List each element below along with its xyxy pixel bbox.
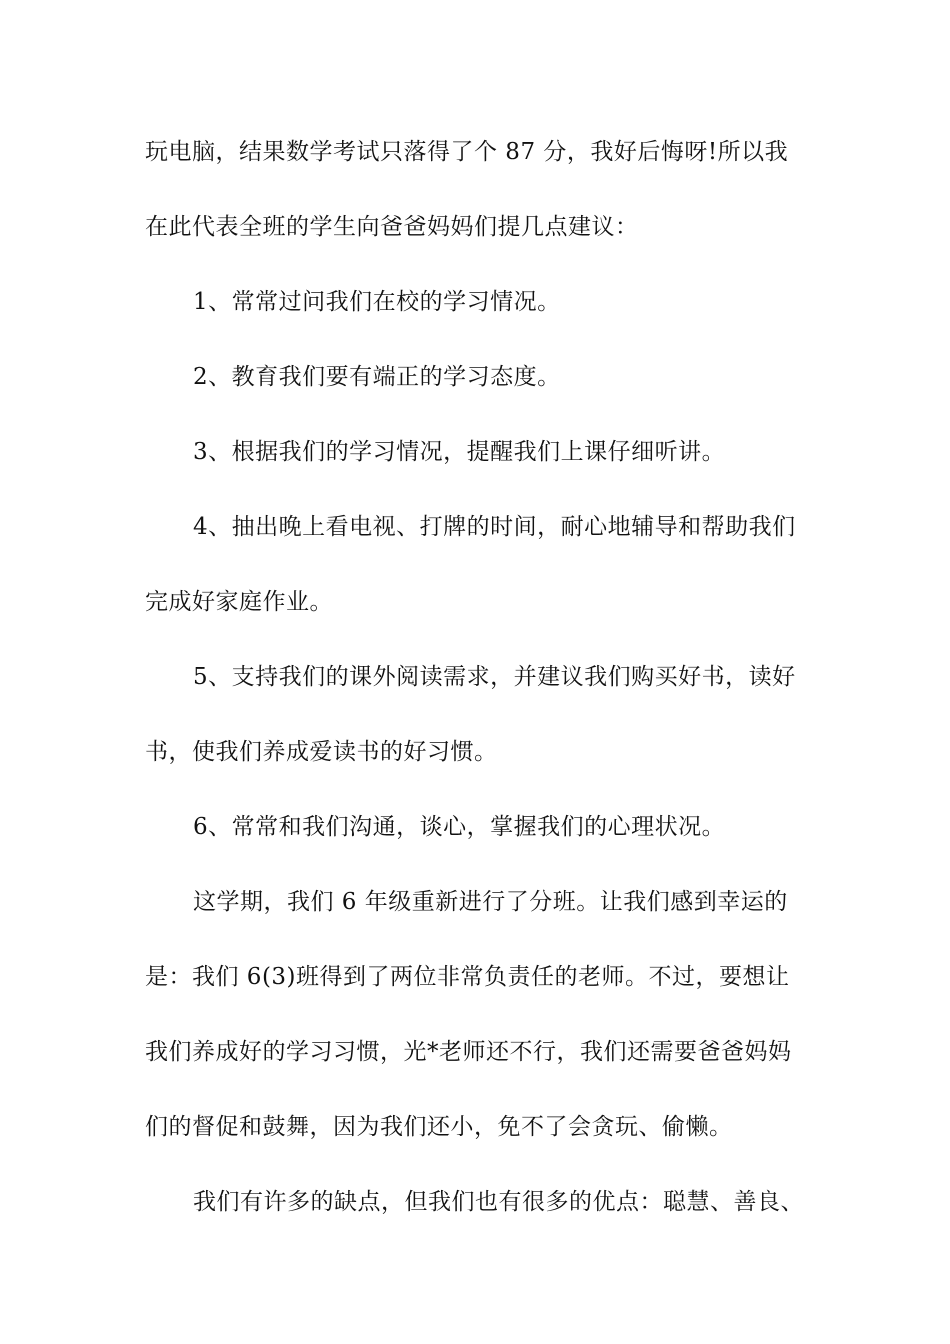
list-item-1: 1、常常过问我们在校的学习情况。 [193,289,561,315]
text-line-1: 玩电脑，结果数学考试只落得了个 87 分，我好后悔呀!所以我 [145,139,789,165]
paragraph-line-1: 这学期，我们 6 年级重新进行了分班。让我们感到幸运的 [193,889,788,915]
list-item-6: 6、常常和我们沟通，谈心，掌握我们的心理状况。 [193,814,726,840]
paragraph-line-3: 我们养成好的学习习惯，光*老师还不行，我们还需要爸爸妈妈 [145,1039,792,1065]
paragraph-line-4: 们的督促和鼓舞，因为我们还小，免不了会贪玩、偷懒。 [145,1114,733,1140]
list-item-5: 5、支持我们的课外阅读需求，并建议我们购买好书，读好 [193,664,796,690]
paragraph-line-2: 是：我们 6(3)班得到了两位非常负责任的老师。不过，要想让 [145,964,790,990]
list-item-4-continued: 完成好家庭作业。 [145,589,333,615]
list-item-2: 2、教育我们要有端正的学习态度。 [193,364,561,390]
paragraph-line-5: 我们有许多的缺点，但我们也有很多的优点：聪慧、善良、 [193,1189,804,1215]
list-item-5-continued: 书，使我们养成爱读书的好习惯。 [145,739,498,765]
text-line-2: 在此代表全班的学生向爸爸妈妈们提几点建议： [145,214,639,240]
list-item-4: 4、抽出晚上看电视、打牌的时间，耐心地辅导和帮助我们 [193,514,796,540]
list-item-3: 3、根据我们的学习情况，提醒我们上课仔细听讲。 [193,439,726,465]
